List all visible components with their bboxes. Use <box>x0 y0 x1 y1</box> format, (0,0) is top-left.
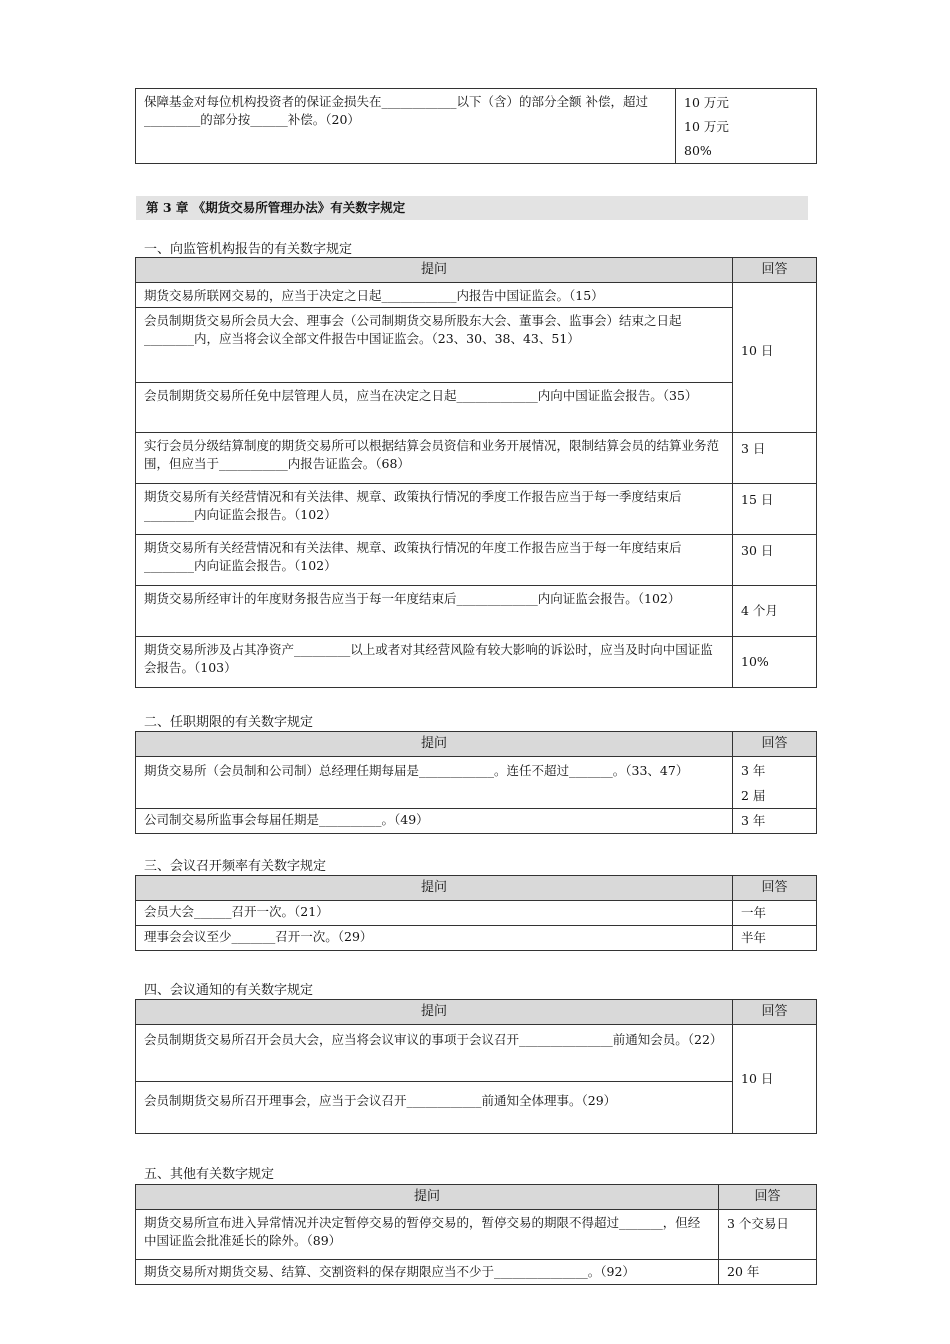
question-cell: 会员制期货交易所会员大会、理事会（公司制期货交易所股东大会、董事会、监事会）结束之日起________内，应当将会议全部文件报告中国证监会。（23、30、38、43、51） <box>136 308 733 383</box>
section-5-table <box>135 1184 817 1285</box>
question-cell: 期货交易所经审计的年度财务报告应当于每一年度结束后_____________内向证监会报告。（102） <box>136 586 733 637</box>
section-title: 四、会议通知的有关数字规定 <box>144 983 314 998</box>
section-title: 五、其他有关数字规定 <box>144 1167 275 1182</box>
section-title: 二、任职期限的有关数字规定 <box>144 715 314 730</box>
header-question: 提问 <box>136 258 733 283</box>
question-cell: 期货交易所宣布进入异常情况并决定暂停交易的暂停交易的，暂停交易的期限不得超过_______，但经中国证监会批准延长的除外。（89） <box>136 1210 719 1260</box>
question-cell: 公司制交易所监事会每届任期是__________。（49） <box>136 809 733 834</box>
question-cell: 实行会员分级结算制度的期货交易所可以根据结算会员资信和业务开展情况，限制结算会员的结算业务范围，但应当于___________内报告证监会。（68） <box>136 433 733 484</box>
section-1-table <box>135 257 817 688</box>
answer-line: 80% <box>684 143 712 158</box>
question-cell: 理事会会议至少_______召开一次。（29） <box>136 926 733 951</box>
question-cell: 会员大会______召开一次。（21） <box>136 901 733 926</box>
answer-cell: 20 年 <box>719 1260 817 1285</box>
header-answer: 回答 <box>733 732 817 757</box>
question-cell: 期货交易所有关经营情况和有关法律、规章、政策执行情况的季度工作报告应当于每一季度结束后________内向证监会报告。（102） <box>136 484 733 535</box>
header-question: 提问 <box>136 732 733 757</box>
answer-line: 3 年 <box>741 763 766 778</box>
question-cell: 期货交易所联网交易的，应当于决定之日起____________内报告中国证监会。（15） <box>136 283 733 308</box>
header-answer: 回答 <box>733 1000 817 1025</box>
answer-line: 10 万元 <box>684 95 729 110</box>
section-3-table <box>135 875 817 951</box>
question-cell: 期货交易所（会员制和公司制）总经理任期每届是____________。连任不超过_______。（33、47） <box>136 757 733 809</box>
answer-cell: 4 个月 <box>733 586 817 637</box>
section-2-table <box>135 731 817 834</box>
question-cell: 会员制期货交易所召开会员大会，应当将会议审议的事项于会议召开_______________前通知会员。（22） <box>136 1025 733 1082</box>
answer-line: 10 万元 <box>684 119 729 134</box>
answer-cell <box>733 757 817 809</box>
section-4-table <box>135 999 817 1134</box>
answer-cell: 10 日 <box>733 283 817 433</box>
answer-cell: 3 日 <box>733 433 817 484</box>
answer-cell <box>676 89 817 164</box>
header-question: 提问 <box>136 876 733 901</box>
header-question: 提问 <box>136 1185 719 1210</box>
question-cell: 会员制期货交易所召开理事会，应当于会议召开____________前通知全体理事。（29） <box>136 1082 733 1134</box>
answer-cell: 半年 <box>733 926 817 951</box>
question-cell: 期货交易所对期货交易、结算、交割资料的保存期限应当不少于_______________。（92） <box>136 1260 719 1285</box>
fund-table <box>135 88 817 164</box>
answer-cell: 10 日 <box>733 1025 817 1134</box>
answer-cell: 一年 <box>733 901 817 926</box>
chapter-title: 第 3 章 《期货交易所管理办法》有关数字规定 <box>136 196 808 220</box>
question-cell: 会员制期货交易所任免中层管理人员，应当在决定之日起_____________内向中国证监会报告。（35） <box>136 383 733 433</box>
header-answer: 回答 <box>733 258 817 283</box>
header-answer: 回答 <box>719 1185 817 1210</box>
answer-cell: 10% <box>733 637 817 688</box>
section-title: 一、向监管机构报告的有关数字规定 <box>144 242 353 257</box>
answer-line: 2 届 <box>741 788 766 803</box>
question-cell: 期货交易所有关经营情况和有关法律、规章、政策执行情况的年度工作报告应当于每一年度结束后________内向证监会报告。（102） <box>136 535 733 586</box>
answer-cell: 3 个交易日 <box>719 1210 817 1260</box>
question-cell: 期货交易所涉及占其净资产_________以上或者对其经营风险有较大影响的诉讼时，应当及时向中国证监会报告。（103） <box>136 637 733 688</box>
question-cell: 保障基金对每位机构投资者的保证金损失在____________以下（含）的部分全额 补偿，超过_________的部分按______补偿。（20） <box>136 89 676 164</box>
answer-cell: 30 日 <box>733 535 817 586</box>
header-question: 提问 <box>136 1000 733 1025</box>
answer-cell: 15 日 <box>733 484 817 535</box>
header-answer: 回答 <box>733 876 817 901</box>
answer-cell: 3 年 <box>733 809 817 834</box>
section-title: 三、会议召开频率有关数字规定 <box>144 859 327 874</box>
